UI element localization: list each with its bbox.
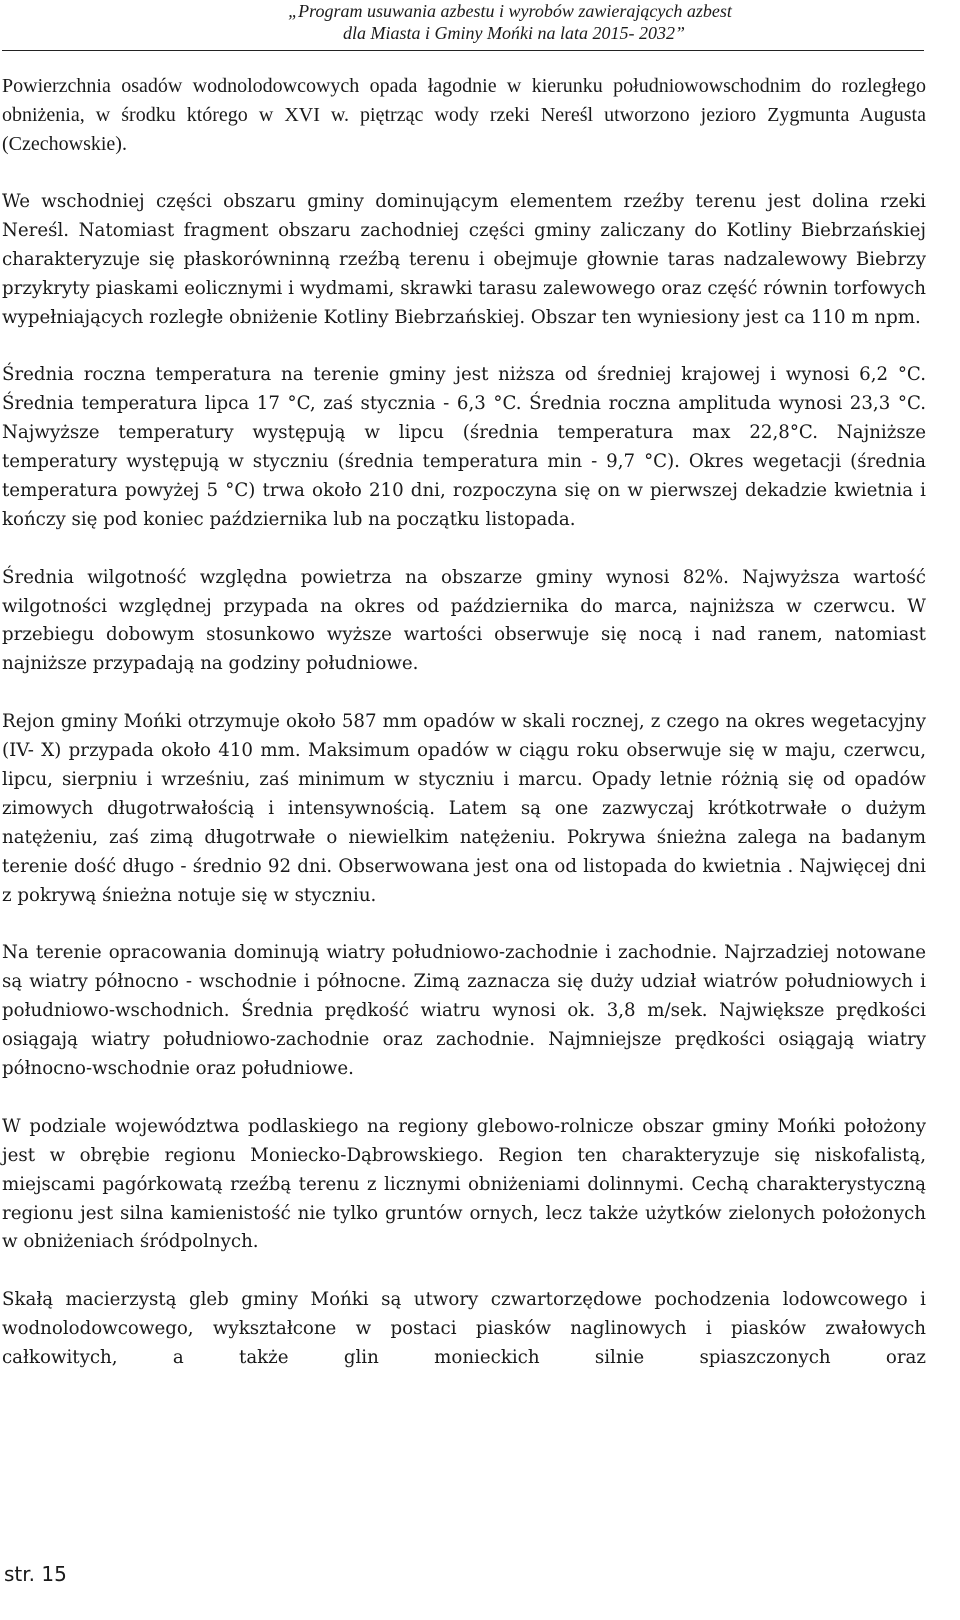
page-header [0, 0, 960, 46]
paragraph-humidity: Średnia wilgotność względna powietrza na obszarze gminy wynosi 82%. Najwyższa wartość wilgotności względnej przypada na okres od października do marca, najniższa w czerwcu. W przebiegu dobowym stosunkowo wyższe wartości obserwuje się nocą i nad ranem, natomiast najniższe przypadają na godziny południowe. [2, 566, 926, 675]
paragraph-relief: We wschodniej części obszaru gminy dominującym elementem rzeźby terenu jest dolina rzeki Nereśl. Natomiast fragment obszaru zachodniej części gminy zaliczany do Kotliny Biebrzańskiej charakteryzuje się płaskorówninną rzeźbą terenu i obejmuje głownie taras nadzalewowy Biebrzy przykryty piaskami eolicznymi i wydmami, skrawki tarasu zalewowego oraz część równin torfowych wypełniających rozległe obniżenie Kotliny Biebrzańskiej. Obszar ten wyniesiony jest ca 110 m npm. [2, 190, 926, 328]
header-title-line-2: dla Miasta i Gminy Mońki na lata 2015- 2032” [343, 23, 685, 43]
document-body [2, 72, 926, 1402]
header-title-line-1: „Program usuwania azbestu i wyrobów zawierających azbest [288, 1, 732, 21]
page-number: str. 15 [4, 1562, 67, 1586]
header-divider [2, 50, 924, 51]
paragraph-temperature: Średnia roczna temperatura na terenie gminy jest niższa od średniej krajowej i wynosi 6,2 °C. Średnia temperatura lipca 17 °C, zaś stycznia - 6,3 °C. Średnia roczna amplituda wynosi 23,3 °C. Najwyższe temperatury występują w lipcu (średnia temperatura max 22,8°C. Najniższe temperatury występują w styczniu (średnia temperatura min - 9,7 °C). Okres wegetacji (średnia temperatura powyżej 5 °C) trwa około 210 dni, rozpoczyna się on w pierwszej dekadzie kwietnia i kończy się pod koniec października lub na początku listopada. [2, 364, 926, 530]
paragraph-soil-regions: W podziale województwa podlaskiego na regiony glebowo-rolnicze obszar gminy Mońki położony jest w obrębie regionu Moniecko-Dąbrowskiego. Region ten charakteryzuje się niskofalistą, miejscami pagórkowatą rzeźbą terenu z licznymi obniżeniami dolinnymi. Cechą charakterystyczną regionu jest silna kamienistość nie tylko gruntów ornych, lecz także użytków zielonych położonych w obniżeniach śródpolnych. [2, 1115, 926, 1253]
paragraph-sediments: Powierzchnia osadów wodnolodowcowych opada łagodnie w kierunku południowowschodnim do rozległego obniżenia, w środku którego w XVI w. piętrząc wody rzeki Nereśl utworzono jezioro Zygmunta Augusta (Czechowskie). [2, 75, 926, 155]
paragraph-parent-rock: Skałą macierzystą gleb gminy Mońki są utwory czwartorzędowe pochodzenia lodowcowego i wodnolodowcowego, wykształcone w postaci piasków naglinowych i piasków zwałowych całkowitych, a także glin monieckich silnie spiaszczonych oraz [2, 1289, 926, 1369]
paragraph-precipitation: Rejon gminy Mońki otrzymuje około 587 mm opadów w skali rocznej, z czego na okres wegetacyjny (IV- X) przypada około 410 mm. Maksimum opadów w ciągu roku obserwuje się w maju, czerwcu, lipcu, sierpniu i wrześniu, zaś minimum w styczniu i marcu. Opady letnie różnią się od opadów zimowych długotrwałością i intensywnością. Latem są one zazwyczaj krótkotrwałe o dużym natężeniu, zaś zimą długotrwałe o niewielkim natężeniu. Pokrywa śnieżna zalega na badanym terenie dość długo - średnio 92 dni. Obserwowana jest ona od listopada do kwietnia . Najwięcej dni z pokrywą śnieżna notuje się w styczniu. [2, 711, 926, 906]
paragraph-winds: Na terenie opracowania dominują wiatry południowo-zachodnie i zachodnie. Najrzadziej notowane są wiatry północno - wschodnie i północne. Zimą zaznacza się duży udział wiatrów południowych i południowo-wschodnich. Średnia prędkość wiatru wynosi ok. 3,8 m/sek. Największe prędkości osiągają wiatry południowo-zachodnie oraz zachodnie. Najmniejsze prędkości osiągają wiatry północno-wschodnie oraz południowe. [2, 942, 926, 1080]
